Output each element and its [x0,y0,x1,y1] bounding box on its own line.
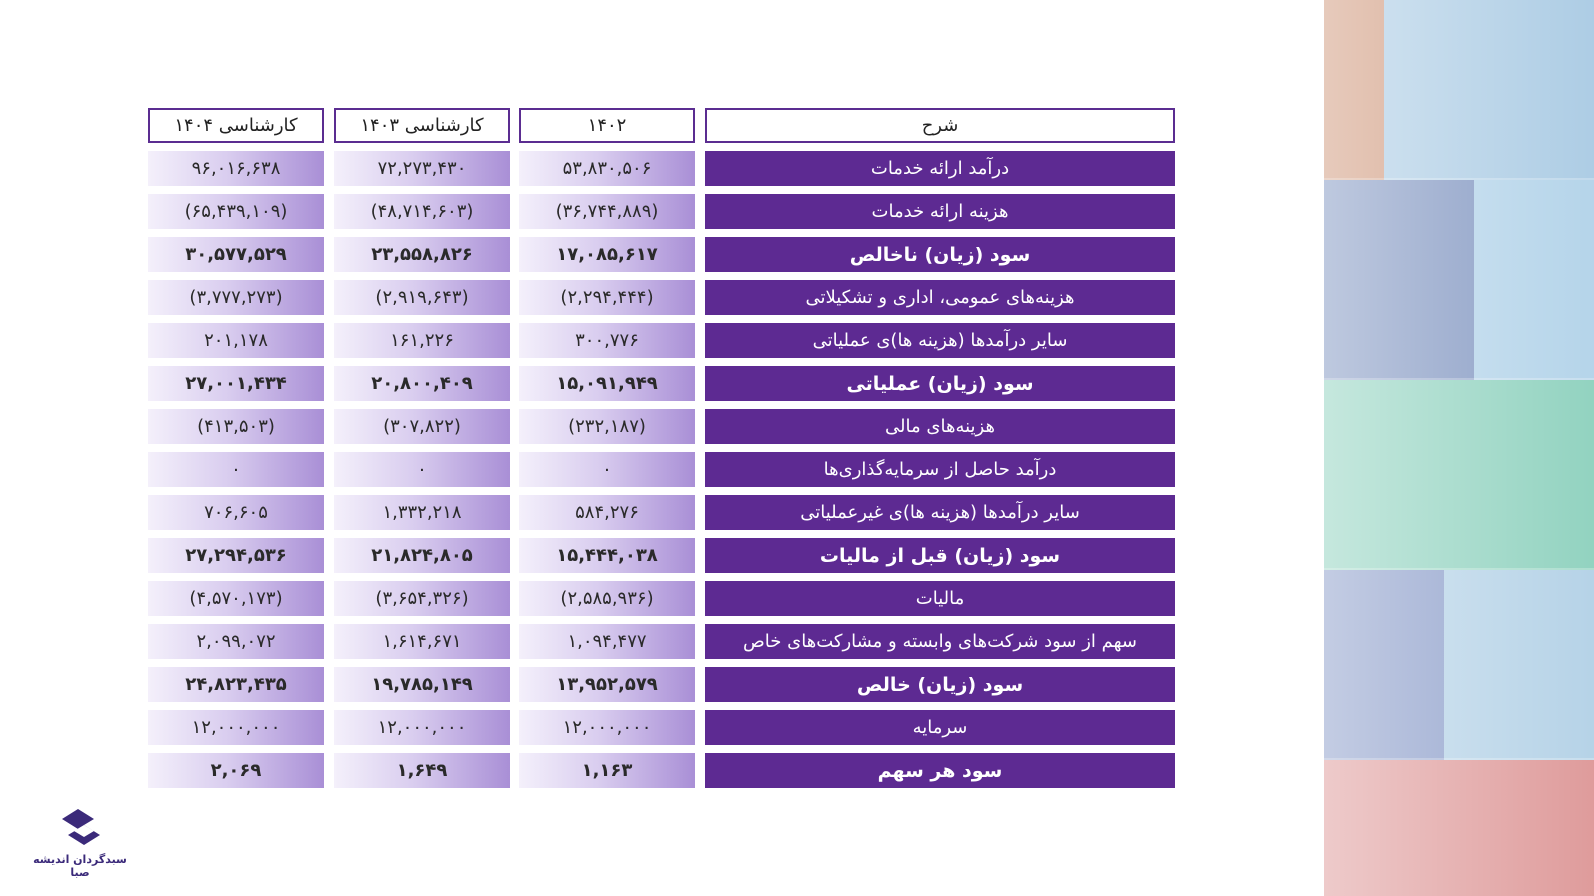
table-row [148,409,1175,444]
table-row [148,366,1175,401]
value-1402: (۳۶,۷۴۴,۸۸۹) [519,194,695,229]
value-1404: ۳۰,۵۷۷,۵۲۹ [148,237,324,272]
value-1403: ۱۲,۰۰۰,۰۰۰ [334,710,510,745]
table-row [148,581,1175,616]
value-1404: (۴,۵۷۰,۱۷۳) [148,581,324,616]
row-description: سود (زیان) ناخالص [705,237,1175,272]
value-1403: (۳,۶۵۴,۳۲۶) [334,581,510,616]
value-1402: ۱,۱۶۳ [519,753,695,788]
value-1403: (۴۸,۷۱۴,۶۰۳) [334,194,510,229]
header-description: شرح [705,108,1175,143]
header-1404: کارشناسی ۱۴۰۴ [148,108,324,143]
value-1402: (۲,۵۸۵,۹۳۶) [519,581,695,616]
row-description: سود هر سهم [705,753,1175,788]
row-description: مالیات [705,581,1175,616]
value-1404: (۳,۷۷۷,۲۷۳) [148,280,324,315]
row-description: سایر درآمدها (هزینه ها)ی غیرعملیاتی [705,495,1175,530]
value-1404: ۲۷,۰۰۱,۴۳۴ [148,366,324,401]
header-1403: کارشناسی ۱۴۰۳ [334,108,510,143]
value-1403: ۲۳,۵۵۸,۸۲۶ [334,237,510,272]
table-row [148,710,1175,745]
income-statement-table [148,108,1175,796]
table-row [148,495,1175,530]
row-description: هزینه‌های مالی [705,409,1175,444]
value-1402: ۱۷,۰۸۵,۶۱۷ [519,237,695,272]
value-1404: (۶۵,۴۳۹,۱۰۹) [148,194,324,229]
value-1404: ۲۰۱,۱۷۸ [148,323,324,358]
table-row [148,323,1175,358]
logo-text: سبدگردان اندیشه صبا [33,853,127,879]
header-1402: ۱۴۰۲ [519,108,695,143]
value-1403: (۳۰۷,۸۲۲) [334,409,510,444]
table-row [148,280,1175,315]
value-1404: ۹۶,۰۱۶,۶۳۸ [148,151,324,186]
table-row [148,151,1175,186]
container-photo [1324,0,1594,896]
value-1402: (۲۳۲,۱۸۷) [519,409,695,444]
row-description: سود (زیان) خالص [705,667,1175,702]
value-1404: ۲۴,۸۲۳,۴۳۵ [148,667,324,702]
value-1402: ۱۵,۴۴۴,۰۳۸ [519,538,695,573]
value-1402: ۱۳,۹۵۲,۵۷۹ [519,667,695,702]
row-description: سهم از سود شرکت‌های وابسته و مشارکت‌های خاص [705,624,1175,659]
value-1404: ۲۷,۲۹۴,۵۳۶ [148,538,324,573]
value-1404: ۰ [148,452,324,487]
value-1402: ۵۳,۸۳۰,۵۰۶ [519,151,695,186]
table-row [148,194,1175,229]
value-1403: ۲۱,۸۲۴,۸۰۵ [334,538,510,573]
value-1404: ۲,۰۹۹,۰۷۲ [148,624,324,659]
value-1402: ۵۸۴,۲۷۶ [519,495,695,530]
value-1404: ۱۲,۰۰۰,۰۰۰ [148,710,324,745]
value-1402: ۳۰۰,۷۷۶ [519,323,695,358]
row-description: سود (زیان) عملیاتی [705,366,1175,401]
row-description: درآمد حاصل از سرمایه‌گذاری‌ها [705,452,1175,487]
value-1402: ۱,۰۹۴,۴۷۷ [519,624,695,659]
row-description: سایر درآمدها (هزینه ها)ی عملیاتی [705,323,1175,358]
value-1403: ۲۰,۸۰۰,۴۰۹ [334,366,510,401]
value-1403: (۲,۹۱۹,۶۴۳) [334,280,510,315]
table-row [148,237,1175,272]
table-row [148,452,1175,487]
value-1402: ۰ [519,452,695,487]
table-row [148,667,1175,702]
value-1402: ۱۵,۰۹۱,۹۴۹ [519,366,695,401]
value-1403: ۰ [334,452,510,487]
table-row [148,753,1175,788]
table-row [148,538,1175,573]
value-1404: ۷۰۶,۶۰۵ [148,495,324,530]
value-1403: ۱,۶۱۴,۶۷۱ [334,624,510,659]
row-description: هزینه‌های عمومی، اداری و تشکیلاتی [705,280,1175,315]
row-description: سرمایه [705,710,1175,745]
value-1404: (۴۱۳,۵۰۳) [148,409,324,444]
value-1403: ۱۶۱,۲۲۶ [334,323,510,358]
row-description: سود (زیان) قبل از مالیات [705,538,1175,573]
table-row [148,624,1175,659]
row-description: درآمد ارائه خدمات [705,151,1175,186]
value-1402: (۲,۲۹۴,۴۴۴) [519,280,695,315]
value-1403: ۱۹,۷۸۵,۱۴۹ [334,667,510,702]
value-1402: ۱۲,۰۰۰,۰۰۰ [519,710,695,745]
value-1403: ۷۲,۲۷۳,۴۳۰ [334,151,510,186]
value-1404: ۲,۰۶۹ [148,753,324,788]
value-1403: ۱,۶۴۹ [334,753,510,788]
value-1403: ۱,۳۳۲,۲۱۸ [334,495,510,530]
table-header-row [148,108,1175,143]
row-description: هزینه ارائه خدمات [705,194,1175,229]
